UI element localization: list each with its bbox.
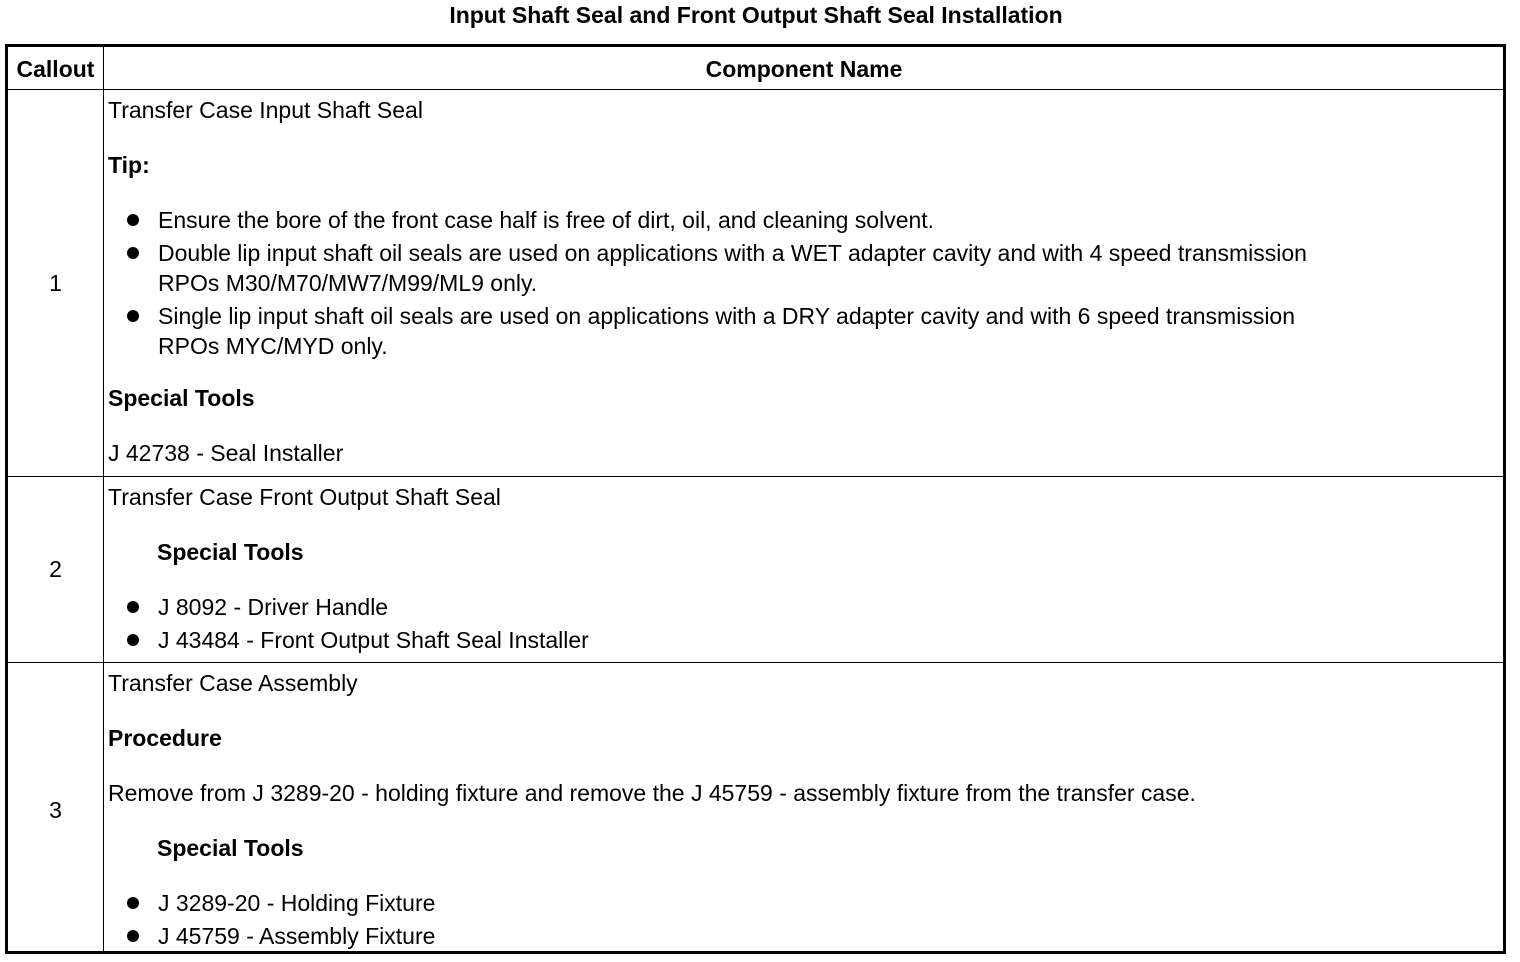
component-name: Transfer Case Input Shaft Seal — [108, 97, 423, 123]
list-item — [108, 888, 1493, 918]
table-row — [8, 477, 1503, 663]
procedure-text: Remove from J 3289-20 - holding fixture and remove the J 45759 - assembly fixture from the transfer case. — [108, 780, 1196, 806]
callout-number: 3 — [49, 797, 62, 823]
tool-text: J 43484 - Front Output Shaft Seal Installer — [158, 627, 589, 653]
callout-number: 1 — [49, 270, 62, 296]
component-cell — [108, 482, 1493, 658]
filled-circle-bullet-icon — [127, 601, 139, 613]
tip-text: Single lip input shaft oil seals are used on applications with a DRY adapter cavity and with 6 speed transmission — [158, 303, 1296, 329]
tip-label: Tip: — [108, 152, 150, 178]
procedure-label: Procedure — [108, 725, 222, 751]
callout-number: 2 — [49, 556, 62, 582]
filled-circle-bullet-icon — [127, 897, 139, 909]
filled-circle-bullet-icon — [127, 214, 139, 226]
special-tools-label: Special Tools — [108, 385, 255, 411]
tool-text: J 8092 - Driver Handle — [158, 594, 389, 620]
special-tool: J 42738 - Seal Installer — [108, 440, 344, 466]
table-row — [8, 663, 1503, 951]
header-callout: Callout — [16, 56, 95, 82]
special-tools-label: Special Tools — [157, 539, 304, 565]
header-component-name: Component Name — [705, 56, 903, 82]
list-item — [108, 205, 1493, 235]
tip-list — [108, 205, 1493, 361]
filled-circle-bullet-icon — [127, 310, 139, 322]
list-item — [108, 625, 1493, 655]
list-item — [108, 592, 1493, 622]
tool-text: J 45759 - Assembly Fixture — [158, 923, 436, 949]
tool-list — [108, 592, 1493, 655]
table-header-row — [8, 47, 1503, 90]
tool-list — [108, 888, 1493, 951]
filled-circle-bullet-icon — [127, 930, 139, 942]
filled-circle-bullet-icon — [127, 247, 139, 259]
filled-circle-bullet-icon — [127, 634, 139, 646]
tip-text: Ensure the bore of the front case half is free of dirt, oil, and cleaning solvent. — [158, 207, 935, 233]
component-name: Transfer Case Assembly — [108, 670, 358, 696]
tip-text-continued: RPOs MYC/MYD only. — [158, 333, 388, 359]
callout-table — [5, 44, 1506, 954]
component-name: Transfer Case Front Output Shaft Seal — [108, 484, 501, 510]
tip-text-continued: RPOs M30/M70/MW7/M99/ML9 only. — [158, 270, 538, 296]
list-item — [108, 921, 1493, 951]
list-item — [108, 238, 1493, 298]
special-tools-label: Special Tools — [157, 835, 304, 861]
list-item — [108, 301, 1493, 361]
tip-text: Double lip input shaft oil seals are used on applications with a WET adapter cavity and with 4 speed transmission — [158, 240, 1307, 266]
page-title: Input Shaft Seal and Front Output Shaft Seal Installation — [449, 2, 1063, 28]
component-cell — [108, 668, 1493, 954]
component-cell — [108, 95, 1493, 468]
column-divider — [103, 47, 104, 951]
tool-text: J 3289-20 - Holding Fixture — [158, 890, 436, 916]
table-row — [8, 90, 1503, 477]
